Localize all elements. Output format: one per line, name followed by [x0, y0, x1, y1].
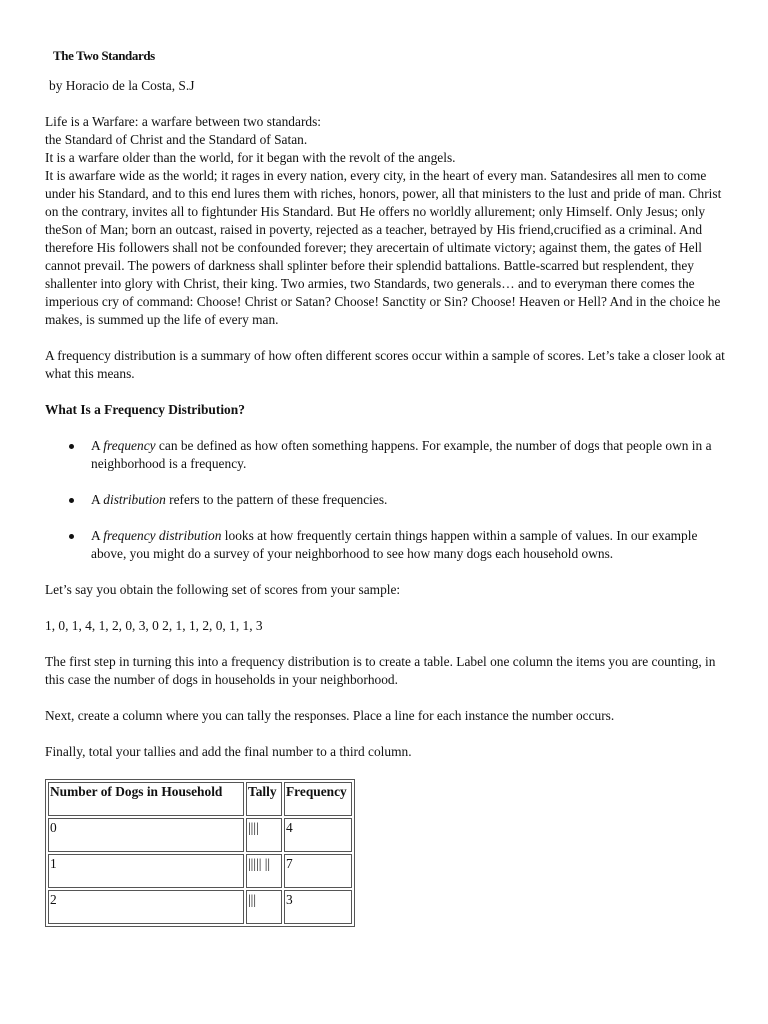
- intro-block: [45, 113, 735, 329]
- list-item: A frequency distribution looks at how frequently certain things happen within a sample of values. In our example above, you might do a survey of your neighborhood to see how many dogs each household owns.: [91, 527, 735, 563]
- cell-dogs: 2: [48, 890, 244, 924]
- table-row: [48, 854, 352, 888]
- cell-frequency: 4: [284, 818, 352, 852]
- intro-paragraph: It is awarfare wide as the world; it rages in every nation, every city, in the heart of every man. Satandesires all men to come under his Standard, and to this end lures them with riches, honors, power, all that ministers to the lust and pride of man. Christ on the contrary, invites all to fightunder His Standard. But He offers no worldly allurement; only Himself. Only Jesus; only theSon of Man; born an outcast, raised in poverty, rejected as a teacher, betrayed by His friend,crucified as a criminal. And therefore His followers shall not be confounded forever; they arecertain of ultimate victory; against them, the gates of Hell cannot prevail. The powers of darkness shall splinter before their splendid battalions. Battle-scarred but resplendent, they shallenter into glory with Christ, their king. Two armies, two Standards, two generals… and to everyman there comes the imperious cry of command: Choose! Christ or Satan? Choose! Sanctity or Sin? Choose! Heaven or Hell? And in the choice he makes, is summed up the life of every man.: [45, 168, 722, 327]
- step-two-paragraph: Next, create a column where you can tally the responses. Place a line for each instance the number occurs.: [45, 708, 615, 723]
- cell-tally: ||||| ||: [246, 854, 282, 888]
- table-row: [48, 890, 352, 924]
- cell-dogs: 1: [48, 854, 244, 888]
- cell-tally: ||||: [246, 818, 282, 852]
- table-row: [48, 818, 352, 852]
- list-item: A frequency can be defined as how often something happens. For example, the number of dogs that people own in a neighborhood is a frequency.: [91, 437, 735, 473]
- cell-dogs: 0: [48, 818, 244, 852]
- intro-line: the Standard of Christ and the Standard of Satan.: [45, 132, 308, 147]
- intro-line: It is a warfare older than the world, for it began with the revolt of the angels.: [45, 150, 456, 165]
- column-header-tally: Tally: [246, 782, 282, 816]
- column-header-dogs: Number of Dogs in Household: [48, 782, 244, 816]
- document-page: [45, 47, 735, 927]
- step-three-paragraph: Finally, total your tallies and add the final number to a third column.: [45, 744, 412, 759]
- column-header-frequency: Frequency: [284, 782, 352, 816]
- cell-frequency: 7: [284, 854, 352, 888]
- definition-list: [45, 437, 735, 563]
- intro-line: Life is a Warfare: a warfare between two standards:: [45, 114, 322, 129]
- document-title: The Two Standards: [53, 48, 155, 63]
- list-item: A distribution refers to the pattern of these frequencies.: [91, 491, 735, 509]
- step-one-paragraph: The first step in turning this into a frequency distribution is to create a table. Label one column the items you are counting, in this case the number of dogs in households in your neighborhood.: [45, 654, 716, 687]
- term-frequency-distribution: frequency distribution: [103, 528, 222, 543]
- term-distribution: distribution: [103, 492, 166, 507]
- cell-tally: |||: [246, 890, 282, 924]
- frequency-intro-paragraph: A frequency distribution is a summary of how often different scores occur within a sample of scores. Let’s take a closer look at what this means.: [45, 348, 725, 381]
- scores-intro: Let’s say you obtain the following set of scores from your sample:: [45, 582, 401, 597]
- cell-frequency: 3: [284, 890, 352, 924]
- frequency-table: [45, 779, 355, 927]
- term-frequency: frequency: [103, 438, 156, 453]
- table-header-row: [48, 782, 352, 816]
- section-heading: What Is a Frequency Distribution?: [45, 402, 245, 417]
- author-line: by Horacio de la Costa, S.J: [49, 78, 195, 93]
- scores-list: 1, 0, 1, 4, 1, 2, 0, 3, 0 2, 1, 1, 2, 0, 1, 1, 3: [45, 618, 263, 633]
